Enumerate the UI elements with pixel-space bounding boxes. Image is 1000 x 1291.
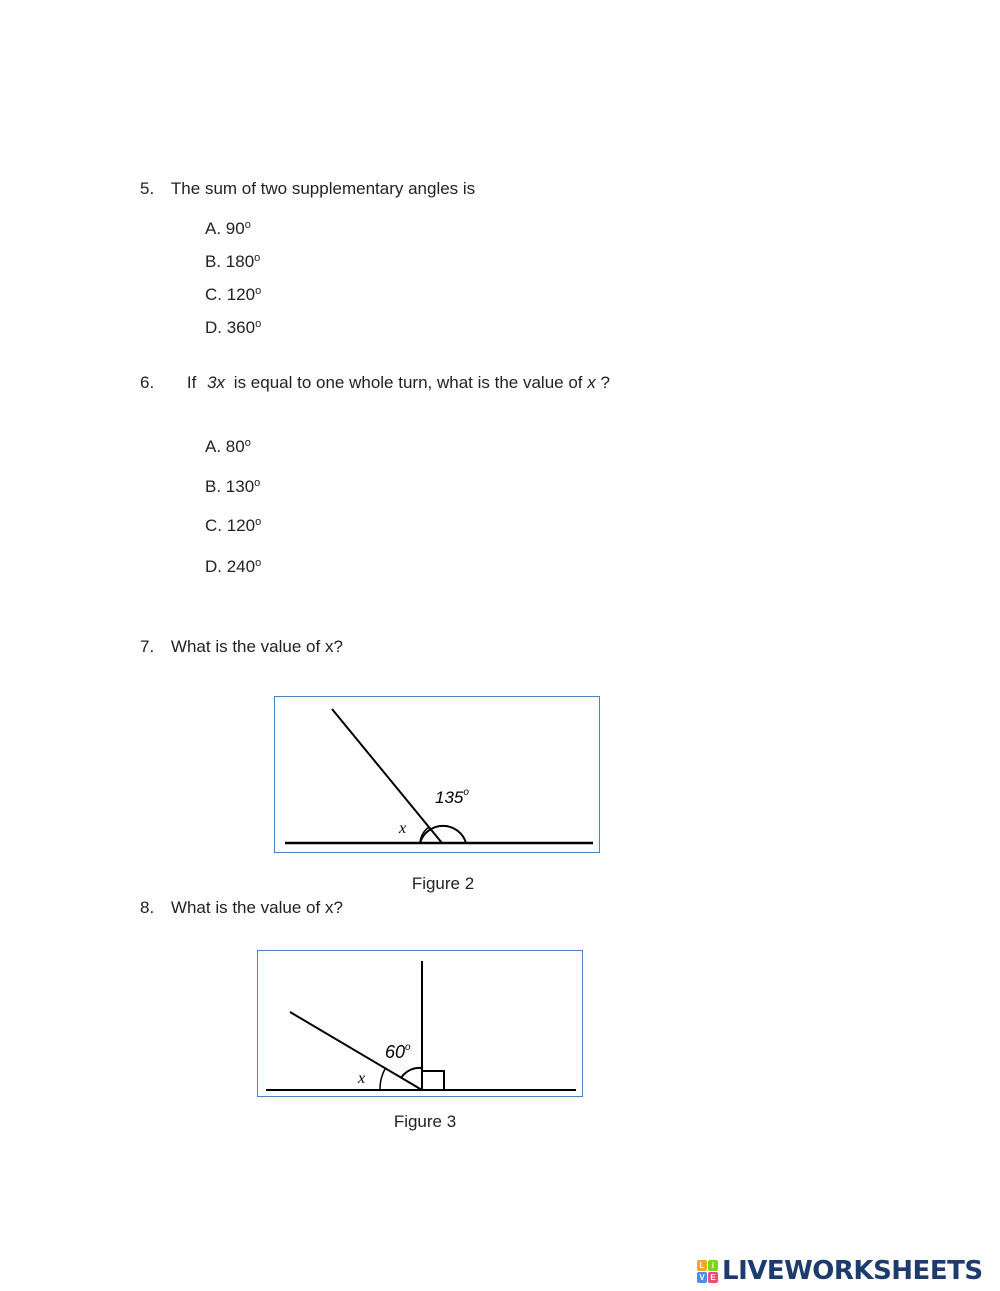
- figure-3: [257, 950, 583, 1097]
- figure-2: [274, 696, 600, 853]
- question-7-text: What is the value of x?: [170, 637, 343, 656]
- question-6-number: 6.: [140, 373, 155, 392]
- figure-3-caption: Figure 3: [393, 1112, 457, 1131]
- question-7-number: 7.: [140, 637, 155, 656]
- figure-2-diagram: [275, 697, 601, 854]
- question-6-text: If 3x is equal to one whole turn, what is the value of x ?: [186, 373, 610, 392]
- q6-option-b[interactable]: B. 130$^o$: [205, 477, 261, 496]
- q5-option-b[interactable]: B. 180$^o$: [205, 252, 261, 271]
- q5-option-a[interactable]: A. 90$^o$: [205, 219, 251, 238]
- q6-option-c[interactable]: C. 120$^o$: [205, 516, 262, 535]
- figure-3-angle-arc-x: [380, 1069, 385, 1090]
- question-8-number: 8.: [140, 898, 155, 917]
- figure-3-diagram: [258, 951, 584, 1098]
- liveworksheets-logo[interactable]: [697, 1254, 983, 1288]
- figure-3-x-label: x: [358, 1070, 366, 1087]
- q6-option-d[interactable]: D. 240$^o$: [205, 557, 262, 576]
- figure-2-x-label: x: [399, 820, 407, 837]
- figure-3-angle-label: 60$^o$: [385, 1042, 411, 1062]
- q5-option-d[interactable]: D. 360$^o$: [205, 318, 262, 337]
- question-8: [140, 898, 343, 918]
- question-7: [140, 637, 343, 657]
- figure-3-right-angle-mark: [422, 1071, 444, 1090]
- figure-2-angle-label: 135$^o$: [435, 787, 469, 807]
- question-5-number: 5.: [140, 179, 155, 198]
- figure-2-ray: [332, 709, 442, 843]
- q5-option-c[interactable]: C. 120$^o$: [205, 285, 262, 304]
- logo-mark-icon: L i V E: [697, 1260, 718, 1283]
- question-6: [140, 373, 610, 393]
- q6-option-a[interactable]: A. 80$^o$: [205, 437, 251, 456]
- figure-2-caption: Figure 2: [411, 874, 475, 893]
- question-8-text: What is the value of x?: [170, 898, 343, 917]
- question-5: [140, 179, 475, 199]
- question-5-text: The sum of two supplementary angles is: [170, 179, 476, 198]
- figure-3-angle-arc-60: [401, 1068, 422, 1078]
- logo-text: LIVEWORKSHEETS: [722, 1256, 983, 1286]
